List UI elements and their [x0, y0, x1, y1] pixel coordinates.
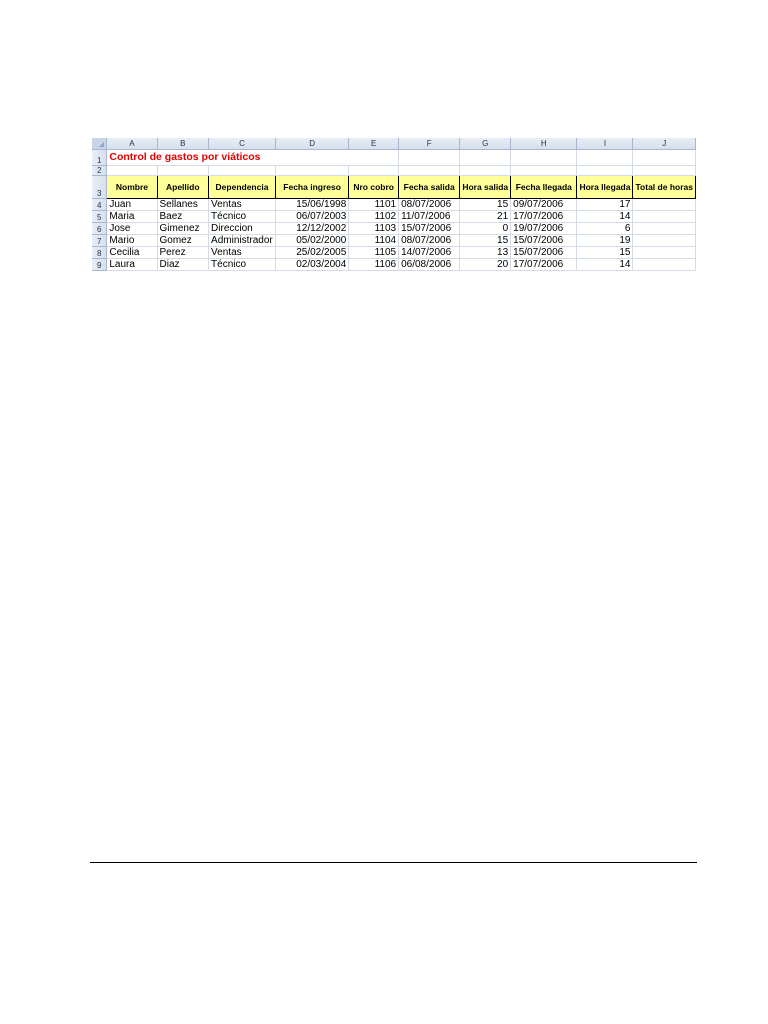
column-header-a[interactable]: A: [107, 138, 157, 149]
table-cell: 20: [460, 258, 511, 270]
table-cell: 1105: [349, 246, 399, 258]
empty-cell: [349, 165, 399, 175]
column-header-row: [92, 138, 696, 149]
table-header-row: [92, 175, 696, 198]
spreadsheet-grid: [92, 138, 696, 271]
table-cell: Técnico: [209, 210, 276, 222]
table-cell: Direccion: [209, 222, 276, 234]
table-cell: 15: [460, 198, 511, 210]
table-cell: 6: [577, 222, 633, 234]
table-cell: 14: [577, 258, 633, 270]
table-cell: 15/07/2006: [511, 246, 577, 258]
table-cell: Ventas: [209, 246, 276, 258]
empty-cell: [511, 149, 577, 165]
table-header-cell: Fecha salida: [399, 175, 460, 198]
table-header-cell: Fecha ingreso: [275, 175, 348, 198]
row-number: 4: [92, 198, 107, 210]
table-cell: Sellanes: [157, 198, 209, 210]
table-cell: [633, 258, 696, 270]
empty-cell: [107, 165, 157, 175]
table-cell: 0: [460, 222, 511, 234]
table-cell: 08/07/2006: [399, 198, 460, 210]
table-row: [92, 258, 696, 270]
table-cell: Gomez: [157, 234, 209, 246]
table-cell: 15: [460, 234, 511, 246]
table-cell: 13: [460, 246, 511, 258]
table-cell: 15/07/2006: [399, 222, 460, 234]
table-header-cell: Fecha llegada: [511, 175, 577, 198]
table-cell: 17/07/2006: [511, 210, 577, 222]
table-cell: 19: [577, 234, 633, 246]
empty-cell: [349, 149, 399, 165]
table-cell: [633, 246, 696, 258]
page-divider-line: [90, 862, 697, 863]
column-header-e[interactable]: E: [349, 138, 399, 149]
table-cell: 19/07/2006: [511, 222, 577, 234]
column-header-d[interactable]: D: [275, 138, 348, 149]
table-cell: Jose: [107, 222, 157, 234]
empty-cell: [511, 165, 577, 175]
column-header-b[interactable]: B: [157, 138, 209, 149]
table-cell: Baez: [157, 210, 209, 222]
table-cell: [633, 222, 696, 234]
table-cell: 15/06/1998: [275, 198, 348, 210]
column-header-h[interactable]: H: [511, 138, 577, 149]
table-cell: 1102: [349, 210, 399, 222]
table-cell: 15/07/2006: [511, 234, 577, 246]
table-cell: 21: [460, 210, 511, 222]
empty-cell: [399, 165, 460, 175]
column-header-j[interactable]: J: [633, 138, 696, 149]
table-row: [92, 246, 696, 258]
table-cell: 1103: [349, 222, 399, 234]
table-cell: 12/12/2002: [275, 222, 348, 234]
table-cell: Diaz: [157, 258, 209, 270]
table-cell: 15: [577, 246, 633, 258]
column-header-g[interactable]: G: [460, 138, 511, 149]
row-number: 6: [92, 222, 107, 234]
table-cell: 09/07/2006: [511, 198, 577, 210]
table-header-cell: Dependencia: [209, 175, 276, 198]
row-number: 3: [92, 175, 107, 198]
table-cell: 14/07/2006: [399, 246, 460, 258]
empty-cell: [460, 149, 511, 165]
table-cell: 06/08/2006: [399, 258, 460, 270]
table-row: [92, 210, 696, 222]
table-cell: 06/07/2003: [275, 210, 348, 222]
table-cell: Cecilia: [107, 246, 157, 258]
table-cell: Maria: [107, 210, 157, 222]
empty-cell: [460, 165, 511, 175]
empty-cell: [577, 165, 633, 175]
table-cell: 05/02/2000: [275, 234, 348, 246]
table-cell: Ventas: [209, 198, 276, 210]
table-cell: Administrador: [209, 234, 276, 246]
table-cell: [633, 210, 696, 222]
column-header-f[interactable]: F: [399, 138, 460, 149]
table-cell: Técnico: [209, 258, 276, 270]
table-cell: 25/02/2005: [275, 246, 348, 258]
table-cell: 1101: [349, 198, 399, 210]
table-cell: [633, 234, 696, 246]
sheet-title: Control de gastos por viáticos: [107, 149, 349, 165]
spreadsheet-image: [92, 138, 696, 270]
select-all-corner[interactable]: [92, 138, 107, 149]
empty-cell: [399, 149, 460, 165]
empty-cell: [157, 165, 209, 175]
row-number: 2: [92, 165, 107, 175]
empty-cell: [633, 165, 696, 175]
table-header-cell: Total de horas: [633, 175, 696, 198]
empty-cell: [633, 149, 696, 165]
empty-cell: [577, 149, 633, 165]
table-cell: [633, 198, 696, 210]
table-row: [92, 222, 696, 234]
row-number: 1: [92, 149, 107, 165]
table-cell: 02/03/2004: [275, 258, 348, 270]
table-cell: 1104: [349, 234, 399, 246]
sheet-row-1: [92, 149, 696, 165]
table-cell: Mario: [107, 234, 157, 246]
table-cell: 17/07/2006: [511, 258, 577, 270]
table-row: [92, 234, 696, 246]
row-number: 8: [92, 246, 107, 258]
table-header-cell: Hora llegada: [577, 175, 633, 198]
table-header-cell: Nro cobro: [349, 175, 399, 198]
table-row: [92, 198, 696, 210]
table-cell: Perez: [157, 246, 209, 258]
column-header-i[interactable]: I: [577, 138, 633, 149]
table-cell: 11/07/2006: [399, 210, 460, 222]
row-number: 7: [92, 234, 107, 246]
table-cell: Juan: [107, 198, 157, 210]
row-number: 9: [92, 258, 107, 270]
column-header-c[interactable]: C: [209, 138, 276, 149]
table-header-cell: Apellido: [157, 175, 209, 198]
table-cell: 08/07/2006: [399, 234, 460, 246]
table-cell: 1106: [349, 258, 399, 270]
table-header-cell: Nombre: [107, 175, 157, 198]
empty-cell: [209, 165, 276, 175]
table-cell: Laura: [107, 258, 157, 270]
table-header-cell: Hora salida: [460, 175, 511, 198]
table-cell: 14: [577, 210, 633, 222]
row-number: 5: [92, 210, 107, 222]
table-cell: Gimenez: [157, 222, 209, 234]
empty-cell: [275, 165, 348, 175]
table-cell: 17: [577, 198, 633, 210]
sheet-row-2: [92, 165, 696, 175]
